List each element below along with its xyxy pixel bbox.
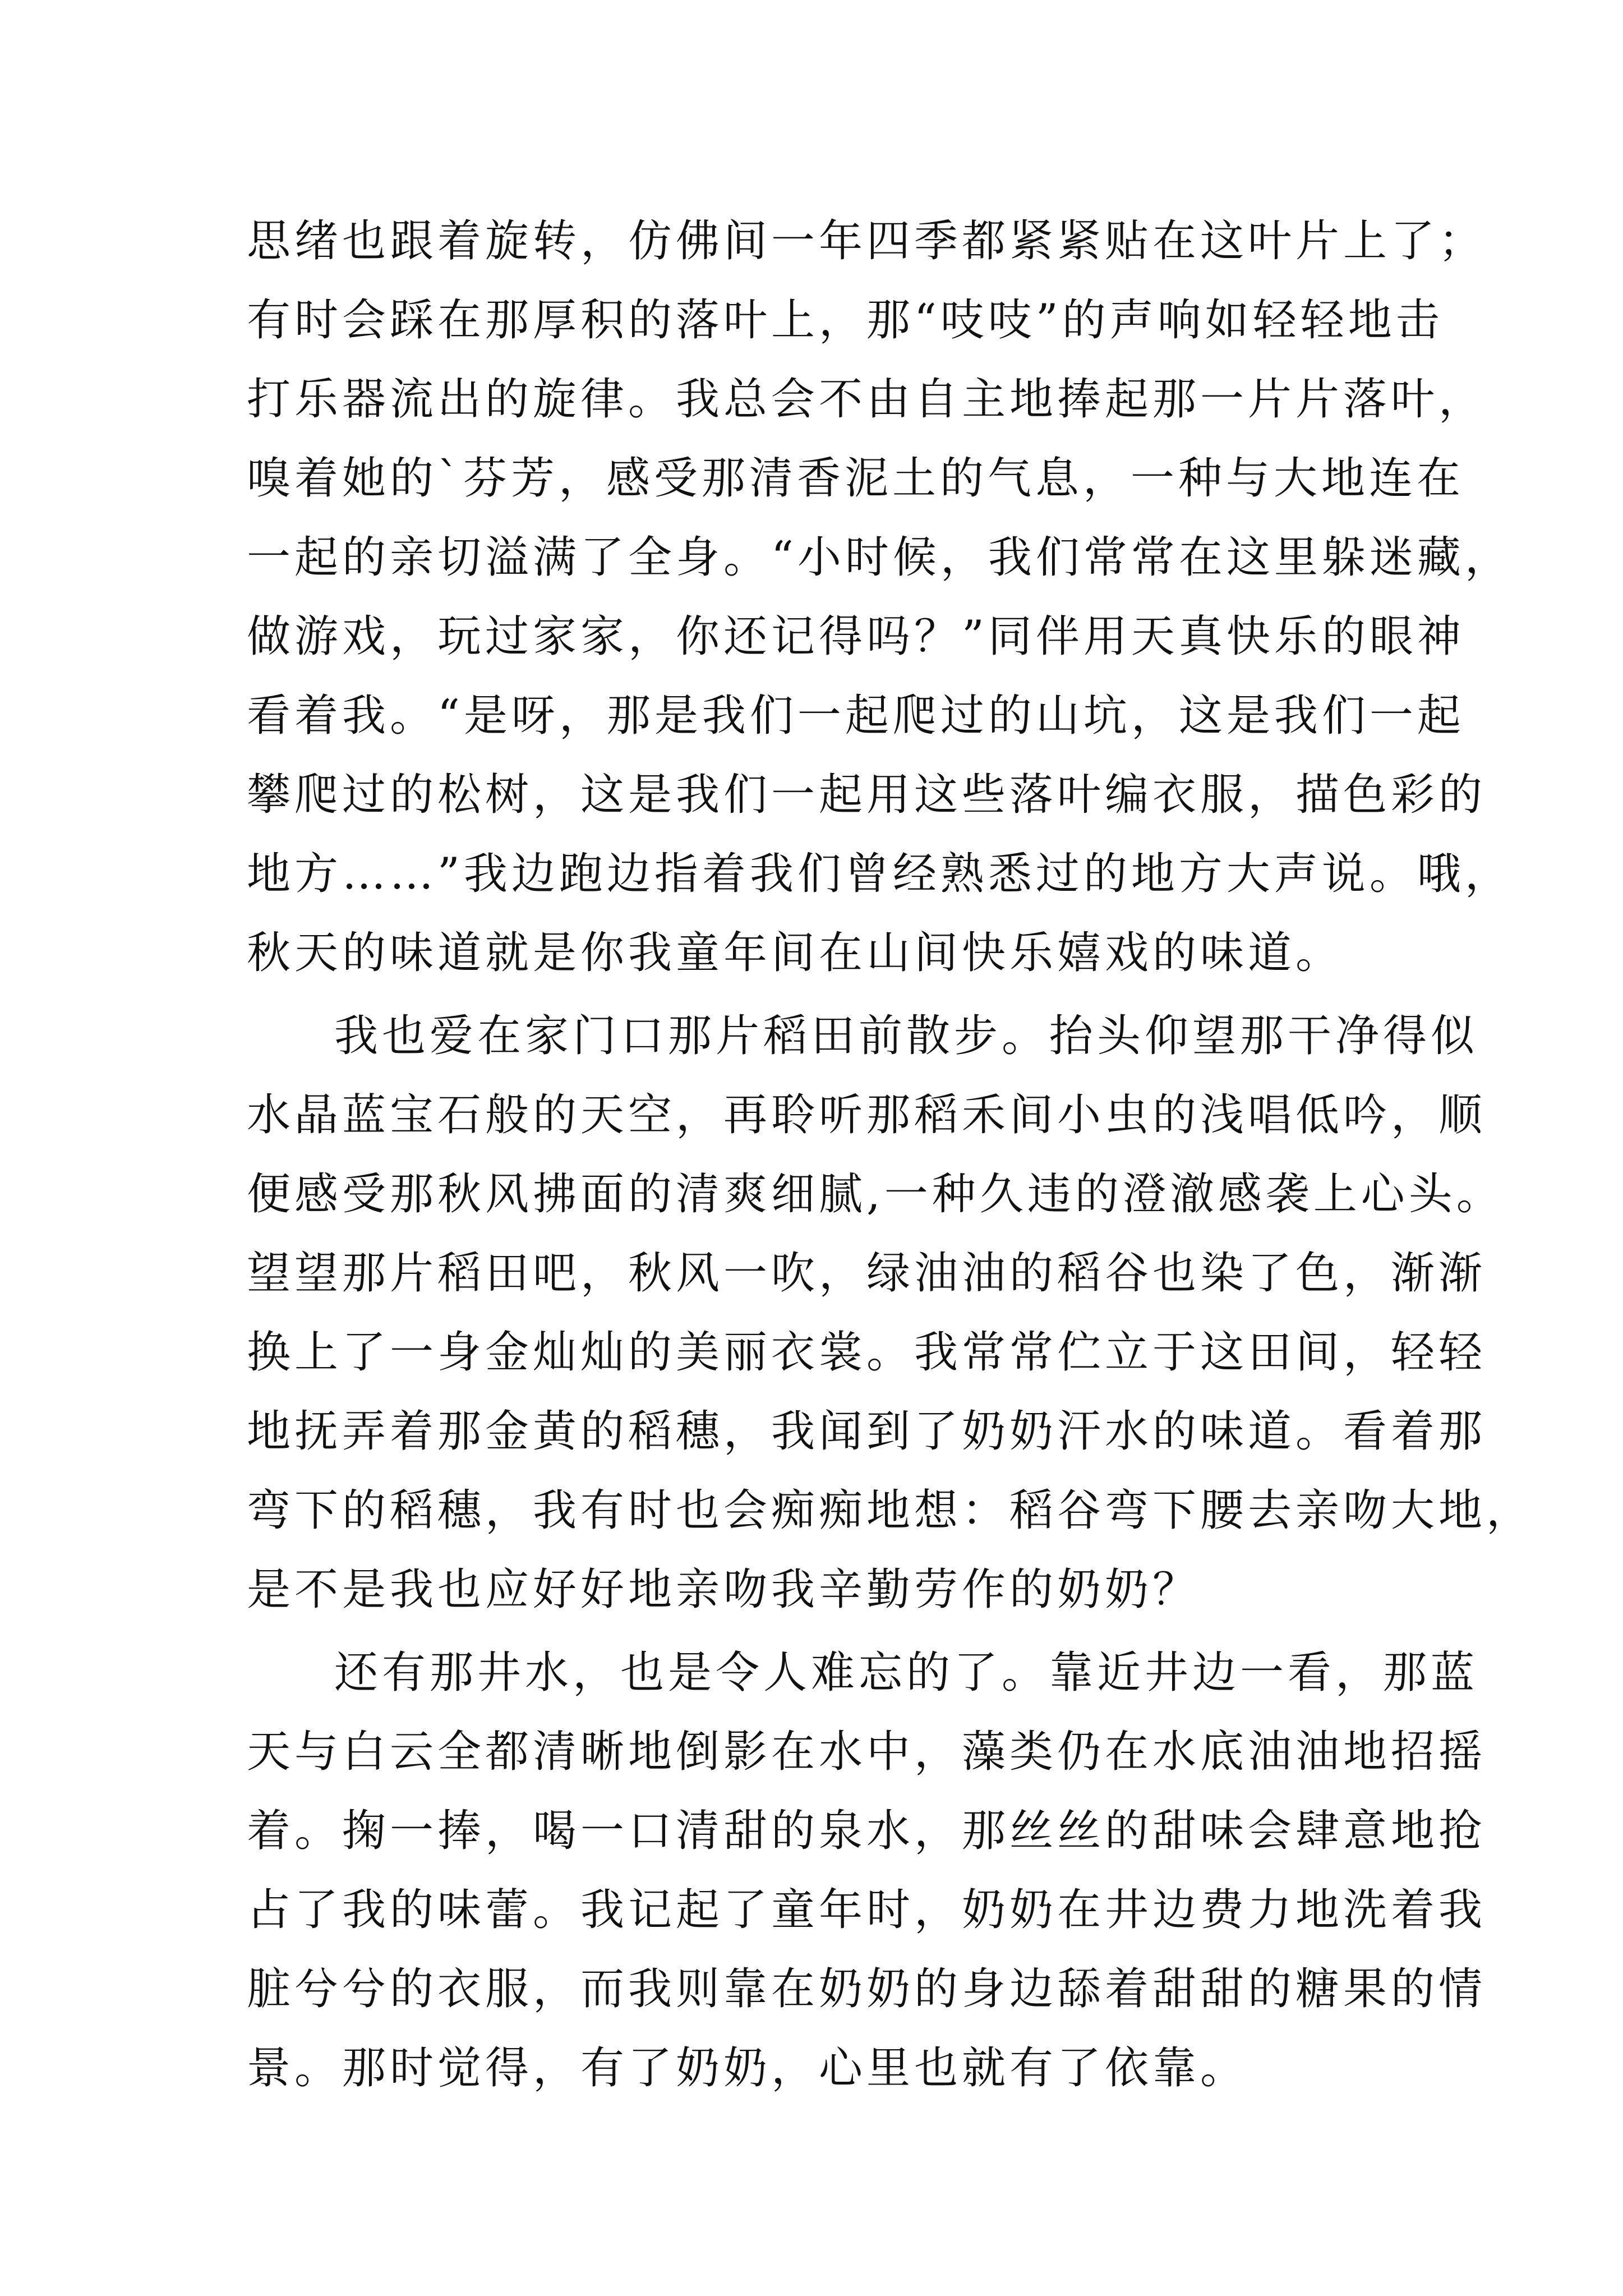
text-line: 望望那片稻田吧，秋风一吹，绿油油的稻谷也染了色，渐渐 bbox=[247, 1248, 1487, 1299]
text-line: 打乐器流出的旋律。我总会不由自主地捧起那一片片落叶， bbox=[247, 374, 1487, 425]
text-line: 思绪也跟着旋转，仿佛间一年四季都紧紧贴在这叶片上了； bbox=[247, 216, 1487, 266]
text-line: 脏兮兮的衣服，而我则靠在奶奶的身边舔着甜甜的糖果的情 bbox=[247, 1964, 1487, 2014]
text-line: 着。掬一捧，喝一口清甜的泉水，那丝丝的甜味会肆意地抢 bbox=[247, 1806, 1487, 1856]
text-line-first: 还有那井水，也是令人难忘的了。靠近井边一看，那蓝 bbox=[334, 1648, 1479, 1698]
paragraph-3 bbox=[247, 1634, 1487, 2108]
paragraph-1 bbox=[247, 202, 1513, 993]
text-line: 地方……”我边跑边指着我们曾经熟悉过的地方大声说。哦， bbox=[247, 849, 1513, 899]
text-line: 做游戏，玩过家家，你还记得吗？”同伴用天真快乐的眼神 bbox=[247, 611, 1465, 662]
text-line: 一起的亲切溢满了全身。“小时候，我们常常在这里躲迷藏， bbox=[247, 532, 1513, 583]
paragraph-spacer bbox=[247, 993, 1385, 997]
text-line: 占了我的味蕾。我记起了童年时，奶奶在井边费力地洗着我 bbox=[247, 1885, 1487, 1935]
text-line: 秋天的味道就是你我童年间在山间快乐嬉戏的味道。 bbox=[247, 928, 1344, 978]
text-line: 景。那时觉得，有了奶奶，心里也就有了依靠。 bbox=[247, 2043, 1248, 2093]
text-line: 看着我。“是呀，那是我们一起爬过的山坑，这是我们一起 bbox=[247, 691, 1465, 741]
text-line: 是不是我也应好好地亲吻我辛勤劳作的奶奶？ bbox=[247, 1565, 1201, 1615]
text-line-first: 我也爱在家门口那片稻田前散步。抬头仰望那干净得似 bbox=[334, 1011, 1479, 1061]
document-body bbox=[247, 202, 1534, 2108]
text-line: 便感受那秋风拂面的清爽细腻,一种久违的澄澈感袭上心头。 bbox=[247, 1169, 1504, 1220]
text-line: 换上了一身金灿灿的美丽衣裳。我常常伫立于这田间，轻轻 bbox=[247, 1327, 1487, 1378]
paragraph-2 bbox=[247, 997, 1534, 1630]
text-line: 地抚弄着那金黄的稻穗，我闻到了奶奶汗水的味道。看着那 bbox=[247, 1406, 1487, 1457]
text-line: 有时会踩在那厚积的落叶上，那“吱吱”的声响如轻轻地击 bbox=[247, 295, 1444, 346]
paragraph-spacer bbox=[247, 1630, 1385, 1634]
text-line: 弯下的稻穗，我有时也会痴痴地想：稻谷弯下腰去亲吻大地， bbox=[247, 1485, 1534, 1536]
text-line: 攀爬过的松树，这是我们一起用这些落叶编衣服，描色彩的 bbox=[247, 770, 1487, 820]
text-line: 水晶蓝宝石般的天空，再聆听那稻禾间小虫的浅唱低吟，顺 bbox=[247, 1090, 1487, 1140]
text-line: 嗅着她的`芬芳，感受那清香泥土的气息，一种与大地连在 bbox=[247, 453, 1465, 504]
text-line: 天与白云全都清晰地倒影在水中，藻类仍在水底油油地招摇 bbox=[247, 1727, 1487, 1777]
